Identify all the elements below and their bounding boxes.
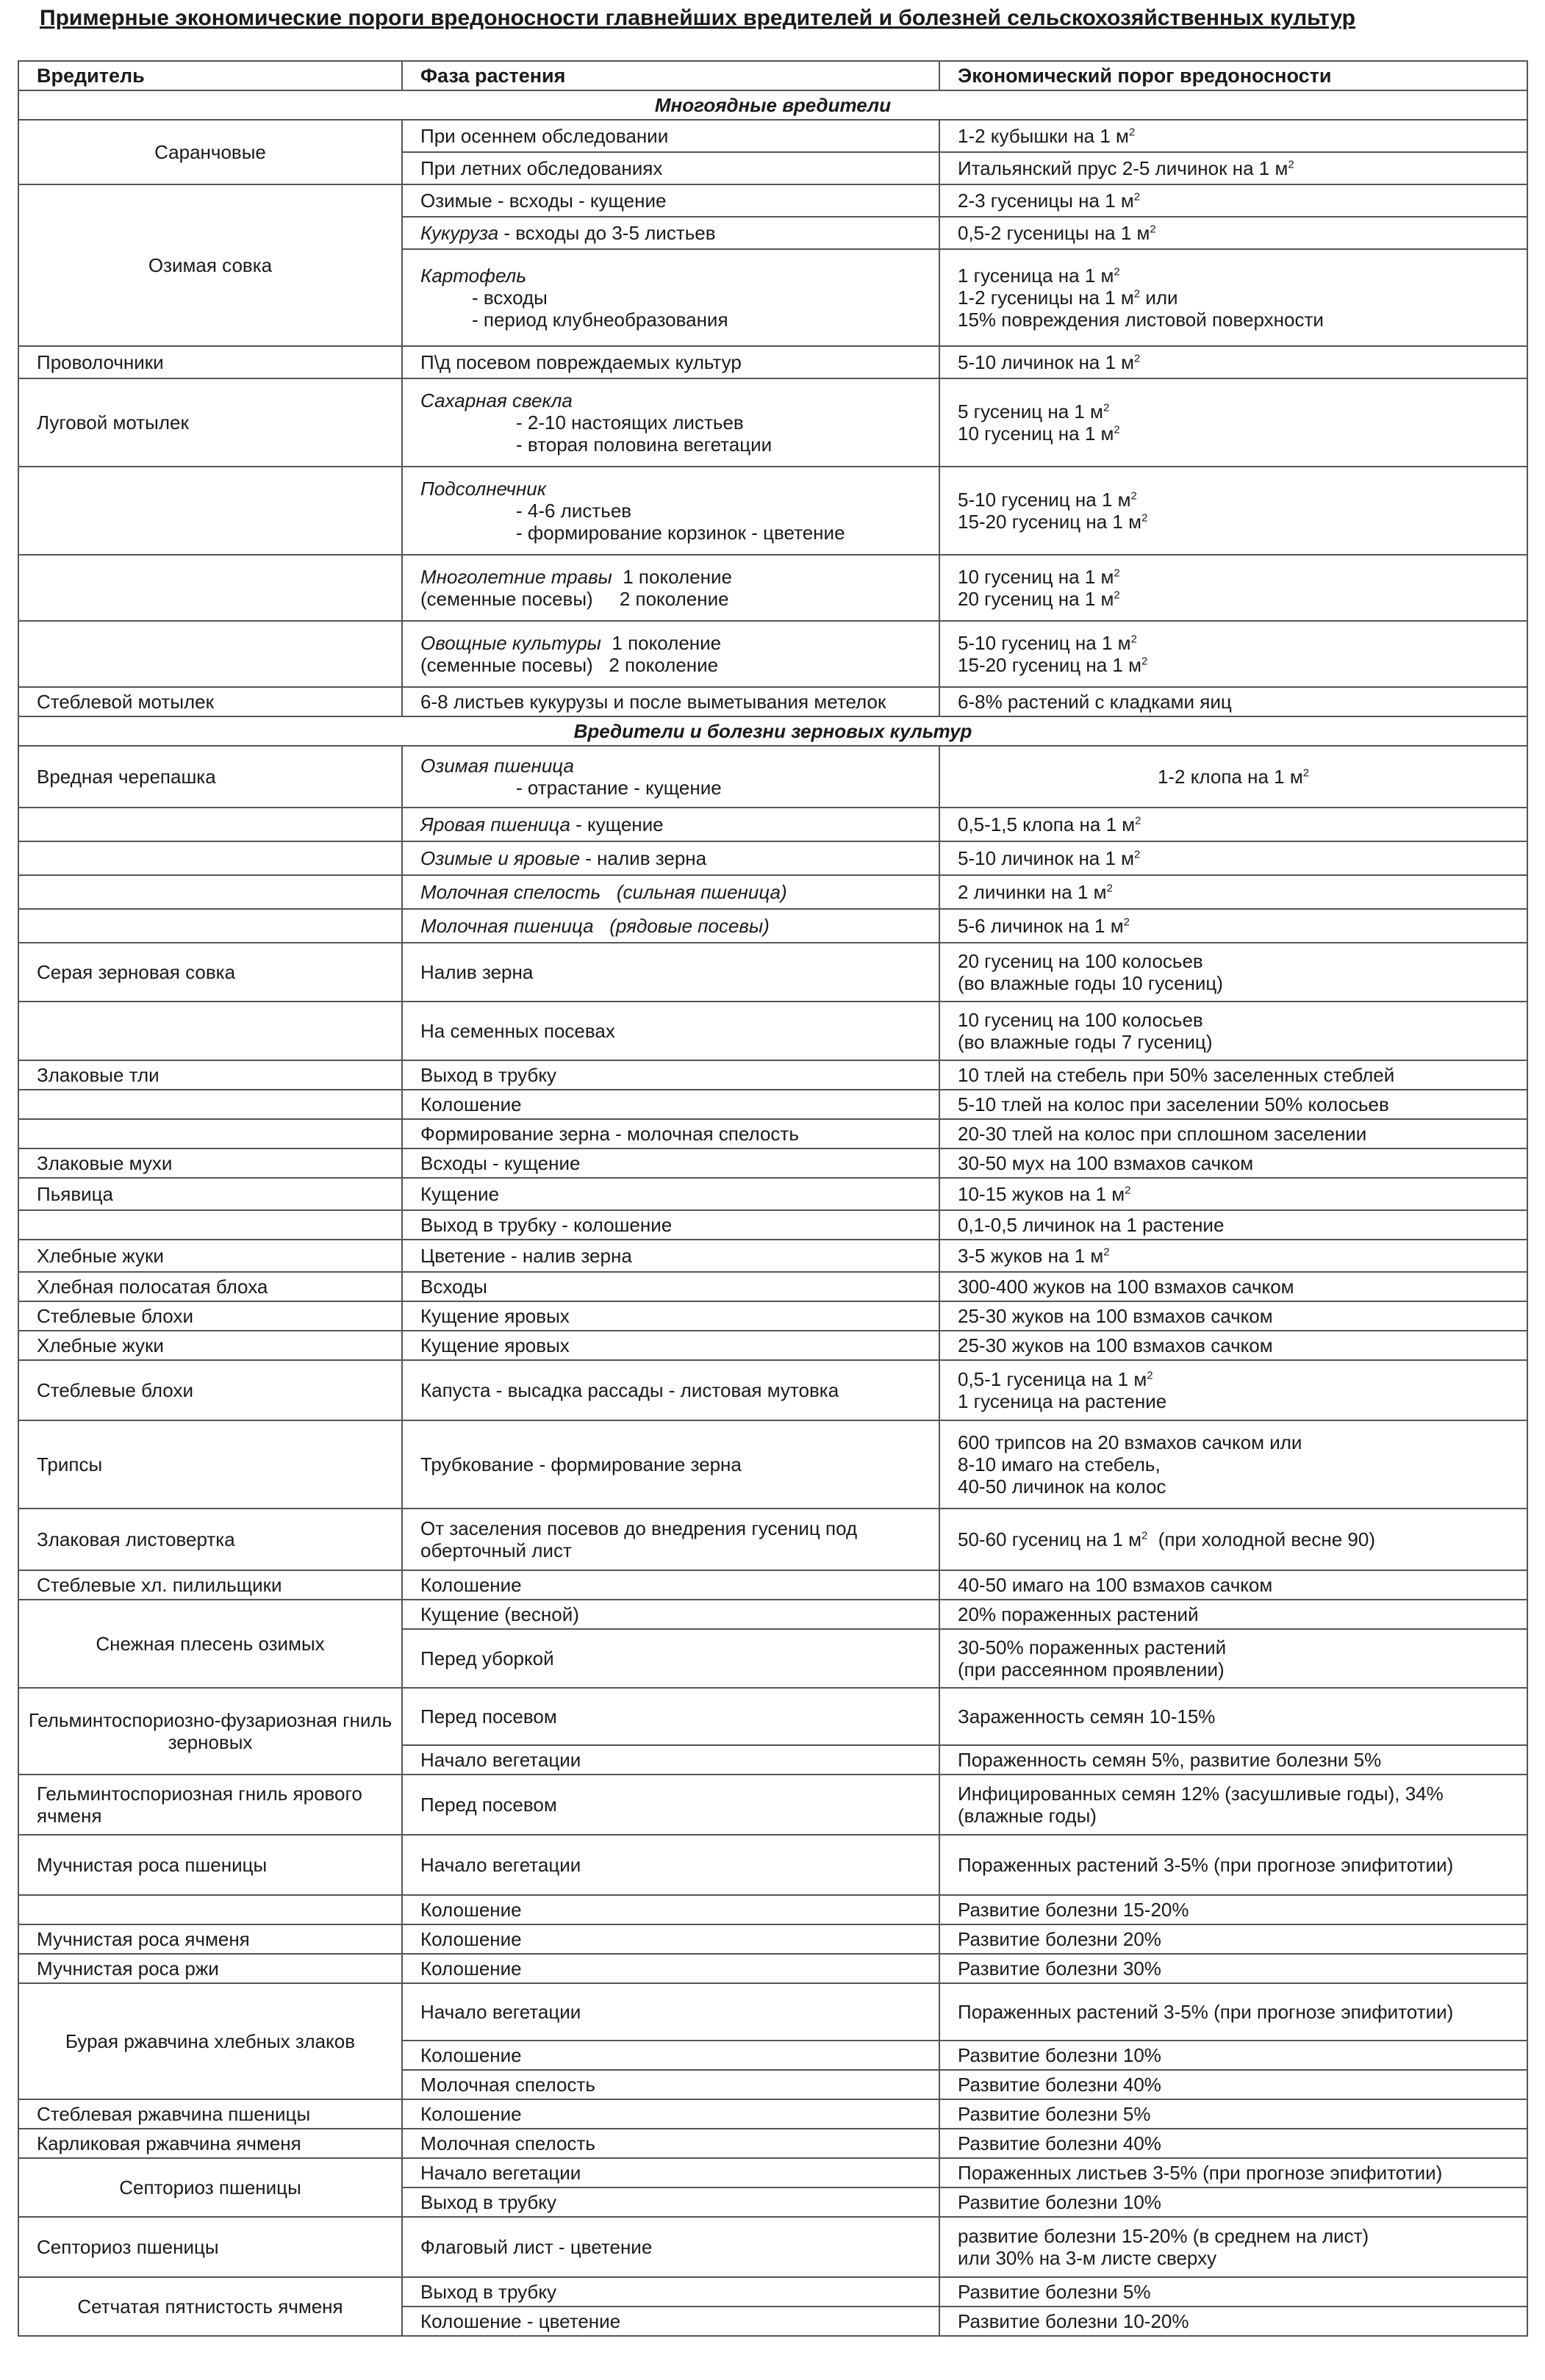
phase-cell: Начало вегетации [402,1745,939,1775]
threshold-cell: 10 гусениц на 100 колосьев (во влажные годы 7 гусениц) [939,1002,1527,1060]
table-row [18,1002,1527,1060]
pest-cell-empty [18,808,402,841]
table-header-row [18,61,1527,90]
pest-cell-empty [18,1210,402,1240]
threshold-cell: 2-3 гусеницы на 1 $м^2$ [939,184,1527,217]
phase-cell: При осеннем обследовании [402,120,939,152]
pest-cell-empty [18,1119,402,1148]
section-row [18,90,1527,120]
threshold-cell: 40-50 имаго на 100 взмахов сачком [939,1570,1527,1600]
pest-cell: Вредная черепашка [18,746,402,808]
phase-cell: П\д посевом повреждаемых культур [402,346,939,378]
phase-cell: Кущение [402,1178,939,1210]
phase-cell: Колошение - цветение [402,2307,939,2336]
table-row [18,1954,1527,1983]
threshold-cell: Развитие болезни 10% [939,2041,1527,2070]
table-row [18,1983,1527,2041]
threshold-cell: Пораженных листьев 3-5% (при прогнозе эпифитотии) [939,2158,1527,2187]
table-row [18,1148,1527,1178]
section-title: Вредители и болезни зерновых культур [18,716,1527,746]
threshold-cell: 10 тлей на стебель при 50% заселенных стеблей [939,1060,1527,1090]
phase-cell: Выход в трубку [402,2277,939,2307]
threshold-cell: 25-30 жуков на 100 взмахов сачком [939,1301,1527,1331]
threshold-cell: 20 гусениц на 100 колосьев (во влажные годы 10 гусениц) [939,943,1527,1002]
header-pest: Вредитель [18,61,402,90]
phase-cell: Колошение [402,1090,939,1119]
threshold-cell: 1 гусеница на 1 $м^2$ 1-2 гусеницы на 1 $м^2$ или 15% повреждения листовой поверхности [939,249,1527,346]
table-row [18,841,1527,875]
phase-cell: Колошение [402,2099,939,2129]
phase-cell: На семенных посевах [402,1002,939,1060]
threshold-cell: Развитие болезни 5% [939,2099,1527,2129]
pest-cell: Стеблевые блохи [18,1360,402,1420]
pest-cell: Пьявица [18,1178,402,1210]
pest-cell: Хлебная полосатая блоха [18,1272,402,1301]
pest-cell-empty [18,467,402,555]
threshold-cell: 25-30 жуков на 100 взмахов сачком [939,1331,1527,1360]
threshold-cell: 2 личинки на 1 $м^2$ [939,875,1527,909]
table-row [18,687,1527,716]
pest-cell-empty [18,621,402,687]
pest-cell: Саранчовые [18,120,402,184]
threshold-cell: 5-10 гусениц на 1 $м^2$ 15-20 гусениц на 1 $м^2$ [939,621,1527,687]
table-row [18,378,1527,467]
threshold-cell: 5-10 личинок на 1 $м^2$ [939,346,1527,378]
threshold-cell: Развитие болезни 40% [939,2070,1527,2099]
table-row [18,746,1527,808]
threshold-cell: 20-30 тлей на колос при сплошном заселении [939,1119,1527,1148]
phase-cell: Выход в трубку [402,2187,939,2217]
pest-cell: Мучнистая роса ячменя [18,1924,402,1954]
pest-cell: Злаковая листовертка [18,1509,402,1570]
phase-cell: Колошение [402,1895,939,1924]
phase-cell: Молочная спелость [402,2129,939,2158]
section-row [18,716,1527,746]
pest-cell: Луговой мотылек [18,378,402,467]
phase-cell: Перед посевом [402,1775,939,1835]
pest-cell: Сетчатая пятнистость ячменя [18,2277,402,2336]
threshold-cell: 1-2 клопа на 1 $м^2$ [939,746,1527,808]
thresholds-table [18,60,1528,2337]
pest-cell: Серая зерновая совка [18,943,402,1002]
pest-cell: Септориоз пшеницы [18,2217,402,2277]
table-row [18,1509,1527,1570]
table-row [18,467,1527,555]
table-row [18,1060,1527,1090]
pest-cell: Бурая ржавчина хлебных злаков [18,1983,402,2099]
table-row [18,1570,1527,1600]
phase-cell: Кущение яровых [402,1301,939,1331]
threshold-cell: Развитие болезни 10-20% [939,2307,1527,2336]
threshold-cell: 5-10 гусениц на 1 $м^2$ 15-20 гусениц на 1 $м^2$ [939,467,1527,555]
table-row [18,1272,1527,1301]
pest-cell: Злаковые тли [18,1060,402,1090]
phase-cell: Озимые и яровые - налив зерна [402,841,939,875]
phase-cell: Кущение яровых [402,1331,939,1360]
threshold-cell: 50-60 гусениц на 1 $м^2$ (при холодной весне 90) [939,1509,1527,1570]
table-row [18,1360,1527,1420]
phase-cell: Кукуруза - всходы до 3-5 листьев [402,217,939,249]
pest-cell: Трипсы [18,1420,402,1509]
pest-cell-empty [18,841,402,875]
table-row [18,943,1527,1002]
pest-cell-empty [18,909,402,943]
threshold-cell: 0,5-1 гусеница на 1 $м^2$ 1 гусеница на растение [939,1360,1527,1420]
phase-cell: Начало вегетации [402,1983,939,2041]
threshold-cell: 1-2 кубышки на 1 $м^2$ [939,120,1527,152]
threshold-cell: Развитие болезни 10% [939,2187,1527,2217]
threshold-cell: 30-50 мух на 100 взмахов сачком [939,1148,1527,1178]
table-row [18,909,1527,943]
pest-cell: Озимая совка [18,184,402,346]
header-threshold: Экономический порог вредоносности [939,61,1527,90]
threshold-cell: 10 гусениц на 1 $м^2$ 20 гусениц на 1 $м^2$ [939,555,1527,621]
threshold-cell: 6-8% растений с кладками яиц [939,687,1527,716]
threshold-cell: 0,5-1,5 клопа на 1 $м^2$ [939,808,1527,841]
table-row [18,1119,1527,1148]
table-row [18,808,1527,841]
pest-cell-empty [18,1895,402,1924]
phase-cell: Кущение (весной) [402,1600,939,1629]
phase-cell: Яровая пшеница - кущение [402,808,939,841]
table-row [18,1835,1527,1895]
phase-cell: Начало вегетации [402,2158,939,2187]
threshold-cell: 5-10 личинок на 1 $м^2$ [939,841,1527,875]
phase-cell: Капуста - высадка рассады - листовая мутовка [402,1360,939,1420]
table-row [18,1301,1527,1331]
phase-cell: Молочная спелость (сильная пшеница) [402,875,939,909]
pest-cell: Хлебные жуки [18,1331,402,1360]
pest-cell: Септориоз пшеницы [18,2158,402,2217]
threshold-cell: 5-10 тлей на колос при заселении 50% колосьев [939,1090,1527,1119]
threshold-cell: 5 гусениц на 1 $м^2$ 10 гусениц на 1 $м^2$ [939,378,1527,467]
pest-cell: Проволочники [18,346,402,378]
table-row [18,621,1527,687]
pest-cell: Гельминтоспориозно-фузариозная гниль зерновых [18,1688,402,1775]
table-row [18,1924,1527,1954]
phase-cell: Налив зерна [402,943,939,1002]
header-phase: Фаза растения [402,61,939,90]
phase-cell: Начало вегетации [402,1835,939,1895]
phase-cell: Колошение [402,1924,939,1954]
threshold-cell: Развитие болезни 20% [939,1924,1527,1954]
phase-cell: Флаговый лист - цветение [402,2217,939,2277]
table-row [18,1895,1527,1924]
pest-cell: Стеблевая ржавчина пшеницы [18,2099,402,2129]
threshold-cell: Развитие болезни 30% [939,1954,1527,1983]
phase-cell: Трубкование - формирование зерна [402,1420,939,1509]
threshold-cell: 10-15 жуков на 1 $м^2$ [939,1178,1527,1210]
table-row [18,120,1527,152]
phase-cell: Овощные культуры 1 поколение (семенные посевы) 2 поколение [402,621,939,687]
pest-cell-empty [18,555,402,621]
phase-cell: Формирование зерна - молочная спелость [402,1119,939,1148]
pest-cell: Стеблевые блохи [18,1301,402,1331]
threshold-cell: Итальянский прус 2-5 личинок на 1 $м^2$ [939,152,1527,184]
table-row [18,2277,1527,2307]
phase-cell: Картофель - всходы - период клубнеобразования [402,249,939,346]
section-title: Многоядные вредители [18,90,1527,120]
phase-cell: Цветение - налив зерна [402,1240,939,1272]
phase-cell: Сахарная свекла - 2-10 настоящих листьев - вторая половина вегетации [402,378,939,467]
pest-cell: Мучнистая роса ржи [18,1954,402,1983]
table-row [18,1420,1527,1509]
threshold-cell: 300-400 жуков на 100 взмахов сачком [939,1272,1527,1301]
table-row [18,875,1527,909]
threshold-cell: 0,5-2 гусеницы на 1 $м^2$ [939,217,1527,249]
table-row [18,1178,1527,1210]
table-row [18,346,1527,378]
table-row [18,184,1527,217]
table-row [18,1240,1527,1272]
phase-cell: От заселения посевов до внедрения гусениц под оберточный лист [402,1509,939,1570]
threshold-cell: 600 трипсов на 20 взмахов сачком или 8-10 имаго на стебель, 40-50 личинок на колос [939,1420,1527,1509]
phase-cell: Озимая пшеница - отрастание - кущение [402,746,939,808]
table-row [18,2217,1527,2277]
pest-cell-empty [18,875,402,909]
table-row [18,1210,1527,1240]
threshold-cell: Пораженность семян 5%, развитие болезни 5% [939,1745,1527,1775]
pest-cell: Мучнистая роса пшеницы [18,1835,402,1895]
threshold-cell: Инфицированных семян 12% (засушливые годы), 34% (влажные годы) [939,1775,1527,1835]
threshold-cell: Развитие болезни 40% [939,2129,1527,2158]
threshold-cell: Пораженных растений 3-5% (при прогнозе эпифитотии) [939,1835,1527,1895]
threshold-cell: развитие болезни 15-20% (в среднем на лист) или 30% на 3-м листе сверху [939,2217,1527,2277]
threshold-cell: Зараженность семян 10-15% [939,1688,1527,1745]
pest-cell: Гельминтоспориозная гниль ярового ячменя [18,1775,402,1835]
table-row [18,555,1527,621]
phase-cell: Молочная спелость [402,2070,939,2099]
pest-cell-empty [18,1090,402,1119]
threshold-cell: 20% пораженных растений [939,1600,1527,1629]
phase-cell: Многолетние травы 1 поколение (семенные посевы) 2 поколение [402,555,939,621]
table-row [18,1331,1527,1360]
phase-cell: Перед уборкой [402,1629,939,1688]
pest-cell-empty [18,1002,402,1060]
pest-cell: Карликовая ржавчина ячменя [18,2129,402,2158]
phase-cell: Перед посевом [402,1688,939,1745]
phase-cell: Молочная пшеница (рядовые посевы) [402,909,939,943]
threshold-cell: 0,1-0,5 личинок на 1 растение [939,1210,1527,1240]
pest-cell: Снежная плесень озимых [18,1600,402,1688]
table-row [18,1600,1527,1629]
threshold-cell: Развитие болезни 15-20% [939,1895,1527,1924]
threshold-cell: 3-5 жуков на 1 $м^2$ [939,1240,1527,1272]
phase-cell: Колошение [402,2041,939,2070]
phase-cell: Всходы [402,1272,939,1301]
table-row [18,2129,1527,2158]
phase-cell: 6-8 листьев кукурузы и после выметывания метелок [402,687,939,716]
pest-cell: Стеблевые хл. пилильщики [18,1570,402,1600]
threshold-cell: 30-50% пораженных растений (при рассеянном проявлении) [939,1629,1527,1688]
phase-cell: Озимые - всходы - кущение [402,184,939,217]
phase-cell: При летних обследованиях [402,152,939,184]
table-row [18,2099,1527,2129]
phase-cell: Колошение [402,1570,939,1600]
phase-cell: Колошение [402,1954,939,1983]
phase-cell: Выход в трубку - колошение [402,1210,939,1240]
phase-cell: Всходы - кущение [402,1148,939,1178]
threshold-cell: Развитие болезни 5% [939,2277,1527,2307]
threshold-cell: 5-6 личинок на 1 $м^2$ [939,909,1527,943]
table-row [18,2158,1527,2187]
pest-cell: Хлебные жуки [18,1240,402,1272]
table-row [18,1775,1527,1835]
threshold-cell: Пораженных растений 3-5% (при прогнозе эпифитотии) [939,1983,1527,2041]
pest-cell: Злаковые мухи [18,1148,402,1178]
phase-cell: Подсолнечник - 4-6 листьев - формирование корзинок - цветение [402,467,939,555]
page-title: Примерные экономические пороги вредоносности главнейших вредителей и болезней сельскохозяйственных культур [40,6,1355,30]
table-row [18,1090,1527,1119]
table-row [18,1688,1527,1745]
pest-cell: Стеблевой мотылек [18,687,402,716]
phase-cell: Выход в трубку [402,1060,939,1090]
